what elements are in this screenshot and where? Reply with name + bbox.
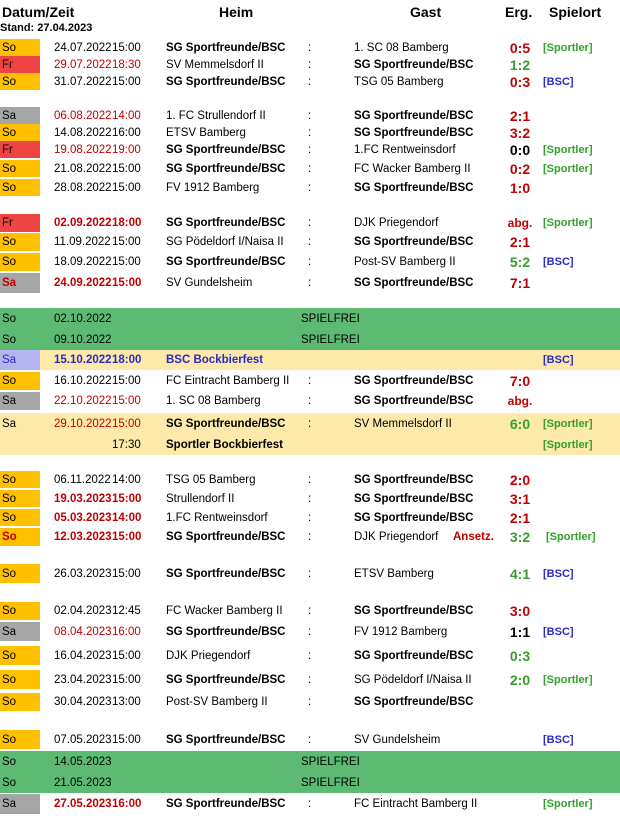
table-row <box>0 107 620 124</box>
guest-team: SG Sportfreunde/BSC <box>354 395 474 407</box>
result-cell: 0:3 <box>509 647 531 664</box>
weekday-cell: So <box>0 124 40 141</box>
home-team: SG Sportfreunde/BSC <box>166 531 286 543</box>
spielfrei-label: SPIELFREI <box>301 755 360 768</box>
table-row <box>0 372 620 390</box>
home-team: SG Sportfreunde/BSC <box>166 217 286 229</box>
time-cell: 15:00 <box>112 75 141 88</box>
guest-team: FV 1912 Bamberg <box>354 625 448 638</box>
table-row <box>0 329 620 350</box>
table-row <box>0 214 620 232</box>
home-team: Strullendorf II <box>166 492 235 505</box>
table-row <box>0 56 620 73</box>
table-row <box>0 392 620 410</box>
home-team: Sportler Bockbierfest <box>166 438 283 451</box>
guest-team: DJK Priegendorf <box>354 531 439 543</box>
home-team: TSG 05 Bamberg <box>166 473 256 486</box>
separator: : <box>308 109 312 122</box>
guest-team: SG Sportfreunde/BSC <box>354 109 474 122</box>
header-heim: Heim <box>219 4 254 20</box>
guest-team: DJK Priegendorf <box>354 217 439 229</box>
table-row <box>0 730 620 749</box>
separator: : <box>308 256 312 268</box>
date-cell: 21.05.2023 <box>54 776 112 789</box>
time-cell: 19:00 <box>112 143 141 156</box>
home-team: SG Sportfreunde/BSC <box>166 417 286 430</box>
date-cell: 02.04.2023 <box>54 605 112 617</box>
venue-cell: [Sportler] <box>543 162 593 175</box>
weekday-cell: Sa <box>0 350 40 370</box>
table-row <box>0 350 620 370</box>
result-cell: 6:0 <box>509 415 531 432</box>
date-cell: 19.03.2023 <box>54 492 112 505</box>
separator: : <box>308 41 312 54</box>
weekday-cell: So <box>0 233 40 251</box>
time-cell: 15:00 <box>112 256 141 268</box>
table-row <box>0 794 620 814</box>
weekday-cell: So <box>0 646 40 665</box>
home-team: BSC Bockbierfest <box>166 354 264 366</box>
weekday-cell: So <box>0 602 40 620</box>
venue-cell: [BSC] <box>543 75 574 88</box>
table-row <box>0 179 620 196</box>
spielfrei-label: SPIELFREI <box>301 776 360 789</box>
time-cell: 15:00 <box>112 649 141 662</box>
date-cell: 24.09.2022 <box>54 277 112 289</box>
result-cell: 2:0 <box>509 471 531 488</box>
guest-team: SG Sportfreunde/BSC <box>354 473 474 486</box>
time-cell: 18:00 <box>112 354 142 366</box>
guest-team: ETSV Bamberg <box>354 567 434 580</box>
time-cell: 18:00 <box>112 217 142 229</box>
time-cell: 15:00 <box>112 162 141 175</box>
date-cell: 11.09.2022 <box>54 236 111 248</box>
header-gast: Gast <box>410 4 442 20</box>
date-cell: 14.05.2023 <box>54 755 112 768</box>
result-cell: 3:2 <box>509 529 531 545</box>
home-team: 1. FC Strullendorf II <box>166 109 266 122</box>
guest-team: 1.FC Rentweinsdorf <box>354 143 456 156</box>
date-cell: 02.09.2022 <box>54 217 112 229</box>
result-cell: 2:1 <box>509 107 531 124</box>
table-row <box>0 670 620 689</box>
home-team: SG Sportfreunde/BSC <box>166 256 286 268</box>
table-row <box>0 509 620 526</box>
guest-team: SG Sportfreunde/BSC <box>354 126 474 139</box>
guest-team: 1. SC 08 Bamberg <box>354 41 449 54</box>
separator: : <box>308 673 312 686</box>
result-cell: 0:2 <box>509 160 531 177</box>
result-cell: 4:1 <box>509 565 531 582</box>
guest-team: Post-SV Bamberg II <box>354 256 456 268</box>
weekday-cell: So <box>0 39 40 56</box>
weekday-cell: Fr <box>0 141 40 158</box>
home-team: SG Sportfreunde/BSC <box>166 673 286 686</box>
table-row <box>0 273 620 293</box>
header-spielort: Spielort <box>549 4 602 20</box>
weekday-cell: Fr <box>0 56 40 73</box>
guest-team: SG Sportfreunde/BSC <box>354 511 474 524</box>
date-cell: 15.10.2022 <box>54 354 112 366</box>
result-cell: 5:2 <box>509 254 531 270</box>
separator: : <box>308 605 312 617</box>
table-row <box>0 434 620 455</box>
table-row <box>0 160 620 177</box>
home-team: SG Pödeldorf I/Naisa II <box>166 236 284 248</box>
guest-team: SG Sportfreunde/BSC <box>354 696 474 708</box>
venue-cell: [Sportler] <box>543 798 593 810</box>
result-cell: abg. <box>507 216 533 230</box>
time-cell: 16:00 <box>112 126 141 139</box>
table-row <box>0 490 620 507</box>
separator: : <box>308 798 312 810</box>
table-row <box>0 141 620 158</box>
home-team: FC Eintracht Bamberg II <box>166 375 290 387</box>
time-cell: 14:00 <box>112 109 141 122</box>
time-cell: 13:00 <box>112 696 141 708</box>
result-cell: abg. <box>507 394 533 408</box>
stand-date: Stand: 27.04.2023 <box>0 22 93 34</box>
weekday-cell: Fr <box>0 214 40 232</box>
venue-cell: [Sportler] <box>546 531 596 543</box>
result-cell: 0:5 <box>509 39 531 56</box>
date-cell: 22.10.2022 <box>54 395 112 407</box>
home-team: SG Sportfreunde/BSC <box>166 733 286 746</box>
time-cell: 15:00 <box>112 673 141 686</box>
time-cell: 15:00 <box>112 417 141 430</box>
home-team: SG Sportfreunde/BSC <box>166 625 286 638</box>
table-row <box>0 564 620 583</box>
weekday-cell: So <box>0 179 40 196</box>
weekday-cell: So <box>0 509 40 526</box>
separator: : <box>308 143 312 156</box>
home-team: SG Sportfreunde/BSC <box>166 41 286 54</box>
date-cell: 26.03.2023 <box>54 567 112 580</box>
home-team: SV Memmelsdorf II <box>166 58 264 71</box>
table-row <box>0 39 620 56</box>
date-cell: 06.11.2022 <box>54 473 111 486</box>
home-team: FV 1912 Bamberg <box>166 181 260 194</box>
guest-team: FC Wacker Bamberg II <box>354 162 471 175</box>
date-cell: 21.08.2022 <box>54 162 112 175</box>
result-cell: 2:1 <box>509 509 531 526</box>
time-cell: 15:00 <box>112 236 141 248</box>
weekday-cell: So <box>0 693 40 711</box>
time-cell: 18:30 <box>112 58 141 71</box>
guest-team: SG Sportfreunde/BSC <box>354 492 474 505</box>
date-cell: 31.07.2022 <box>54 75 112 88</box>
result-cell: 2:1 <box>509 234 531 250</box>
table-row <box>0 73 620 90</box>
date-cell: 05.03.2023 <box>54 511 112 524</box>
result-cell: 0:3 <box>509 73 531 90</box>
table-row <box>0 308 620 329</box>
weekday-cell: So <box>0 372 40 390</box>
weekday-cell: So <box>0 73 40 90</box>
table-row <box>0 751 620 772</box>
time-cell: 14:00 <box>112 473 141 486</box>
result-cell: 2:0 <box>509 671 531 688</box>
separator: : <box>308 492 312 505</box>
separator: : <box>308 733 312 746</box>
date-cell: 28.08.2022 <box>54 181 112 194</box>
home-team: 1.FC Rentweinsdorf <box>166 511 268 524</box>
separator: : <box>308 567 312 580</box>
weekday-cell: Sa <box>0 794 40 814</box>
date-cell: 23.04.2023 <box>54 673 112 686</box>
guest-team: SG Pödeldorf I/Naisa II <box>354 673 472 686</box>
guest-team: SG Sportfreunde/BSC <box>354 649 474 662</box>
table-row <box>0 233 620 251</box>
venue-cell: [BSC] <box>543 625 574 638</box>
weekday-cell: So <box>0 471 40 488</box>
home-team: SV Gundelsheim <box>166 277 253 289</box>
weekday-cell: So <box>0 253 40 271</box>
venue-cell: [Sportler] <box>543 217 593 229</box>
result-cell: 7:0 <box>509 373 531 389</box>
header-erg: Erg. <box>505 4 533 20</box>
weekday-cell: So <box>0 528 40 546</box>
result-cell: 3:2 <box>509 124 531 141</box>
separator: : <box>308 375 312 387</box>
venue-cell: [Sportler] <box>543 673 593 686</box>
header-datum: Datum/Zeit <box>2 4 75 20</box>
table-row <box>0 124 620 141</box>
venue-cell: [Sportler] <box>543 143 593 156</box>
time-cell: 15:00 <box>112 733 141 746</box>
separator: : <box>308 58 312 71</box>
venue-cell: [BSC] <box>543 256 574 268</box>
venue-cell: [Sportler] <box>543 438 593 451</box>
result-cell: 1:0 <box>509 179 531 196</box>
result-cell: 0:0 <box>509 141 531 158</box>
date-cell: 09.10.2022 <box>54 333 112 346</box>
time-cell: 15:00 <box>112 181 141 194</box>
guest-team: SV Gundelsheim <box>354 733 441 746</box>
table-row <box>0 646 620 665</box>
date-cell: 08.04.2023 <box>54 625 112 638</box>
result-cell: 3:1 <box>509 490 531 507</box>
date-cell: 18.09.2022 <box>54 256 112 268</box>
time-cell: 15:00 <box>112 375 141 387</box>
separator: : <box>308 236 312 248</box>
weekday-cell: So <box>2 755 17 768</box>
spielfrei-label: SPIELFREI <box>301 333 360 346</box>
date-cell: 14.08.2022 <box>54 126 112 139</box>
home-team: DJK Priegendorf <box>166 649 251 662</box>
weekday-cell: So <box>0 160 40 177</box>
time-cell: 17:30 <box>112 438 141 451</box>
weekday-cell: So <box>2 312 17 325</box>
date-cell: 27.05.2023 <box>54 798 112 810</box>
separator: : <box>308 511 312 524</box>
guest-team: SG Sportfreunde/BSC <box>354 236 474 248</box>
table-row <box>0 693 620 711</box>
separator: : <box>308 696 312 708</box>
result-cell: 1:2 <box>509 56 531 73</box>
time-cell: 15:00 <box>112 395 141 407</box>
weekday-cell: Sa <box>0 107 40 124</box>
weekday-cell: So <box>0 490 40 507</box>
date-cell: 16.10.2022 <box>54 375 112 387</box>
separator: : <box>308 625 312 638</box>
weekday-cell: Sa <box>2 417 17 430</box>
table-row <box>0 772 620 793</box>
time-cell: 15:00 <box>112 277 142 289</box>
venue-cell: [BSC] <box>543 733 574 746</box>
table-row <box>0 602 620 620</box>
separator: : <box>308 277 312 289</box>
weekday-cell: So <box>0 564 40 583</box>
guest-team: TSG 05 Bamberg <box>354 75 444 88</box>
guest-team: FC Eintracht Bamberg II <box>354 798 478 810</box>
time-cell: 16:00 <box>112 798 142 810</box>
weekday-cell: So <box>0 670 40 689</box>
table-row <box>0 253 620 271</box>
weekday-cell: So <box>2 333 17 346</box>
weekday-cell: So <box>2 776 17 789</box>
weekday-cell: Sa <box>0 273 40 293</box>
venue-cell: [Sportler] <box>543 417 593 430</box>
date-cell: 16.04.2023 <box>54 649 112 662</box>
date-cell: 29.07.2022 <box>54 58 112 71</box>
time-cell: 15:00 <box>112 41 141 54</box>
separator: : <box>308 531 312 543</box>
separator: : <box>308 473 312 486</box>
home-team: SG Sportfreunde/BSC <box>166 143 286 156</box>
date-cell: 12.03.2023 <box>54 531 112 543</box>
weekday-cell: Sa <box>0 622 40 641</box>
home-team: SG Sportfreunde/BSC <box>166 75 286 88</box>
time-cell: 15:00 <box>112 567 141 580</box>
guest-team: SG Sportfreunde/BSC <box>354 605 474 617</box>
separator: : <box>308 395 312 407</box>
time-cell: 16:00 <box>112 625 141 638</box>
separator: : <box>308 181 312 194</box>
venue-cell: [BSC] <box>543 567 574 580</box>
date-cell: 19.08.2022 <box>54 143 112 156</box>
home-team: ETSV Bamberg <box>166 126 246 139</box>
home-team: 1. SC 08 Bamberg <box>166 395 261 407</box>
table-row <box>0 413 620 434</box>
separator: : <box>308 417 312 430</box>
home-team: SG Sportfreunde/BSC <box>166 567 286 580</box>
date-cell: 24.07.2022 <box>54 41 112 54</box>
date-cell: 02.10.2022 <box>54 312 112 325</box>
separator: : <box>308 217 312 229</box>
guest-team: SV Memmelsdorf II <box>354 417 452 430</box>
table-row <box>0 622 620 641</box>
result-cell: 3:0 <box>509 603 531 619</box>
guest-team: SG Sportfreunde/BSC <box>354 277 474 289</box>
result-cell: 1:1 <box>509 623 531 640</box>
date-cell: 07.05.2023 <box>54 733 112 746</box>
date-cell: 29.10.2022 <box>54 417 112 430</box>
home-team: SG Sportfreunde/BSC <box>166 798 286 810</box>
date-cell: 06.08.2022 <box>54 109 112 122</box>
time-cell: 12:45 <box>112 605 141 617</box>
table-row <box>0 528 620 546</box>
guest-team: SG Sportfreunde/BSC <box>354 375 474 387</box>
venue-cell: [Sportler] <box>543 41 593 54</box>
guest-team: SG Sportfreunde/BSC <box>354 58 474 71</box>
home-team: Post-SV Bamberg II <box>166 696 268 708</box>
result-cell: 7:1 <box>509 275 531 291</box>
spielfrei-label: SPIELFREI <box>301 312 360 325</box>
weekday-cell: So <box>0 730 40 749</box>
table-row <box>0 471 620 488</box>
home-team: FC Wacker Bamberg II <box>166 605 283 617</box>
time-cell: 15:00 <box>112 531 142 543</box>
separator: : <box>308 649 312 662</box>
separator: : <box>308 162 312 175</box>
time-cell: 14:00 <box>112 511 142 524</box>
separator: : <box>308 126 312 139</box>
home-team: SG Sportfreunde/BSC <box>166 162 286 175</box>
guest-team: SG Sportfreunde/BSC <box>354 181 474 194</box>
note-label: Ansetz. <box>453 531 494 543</box>
weekday-cell: Sa <box>0 392 40 410</box>
date-cell: 30.04.2023 <box>54 696 112 708</box>
separator: : <box>308 75 312 88</box>
time-cell: 15:00 <box>112 492 142 505</box>
venue-cell: [BSC] <box>543 354 574 366</box>
